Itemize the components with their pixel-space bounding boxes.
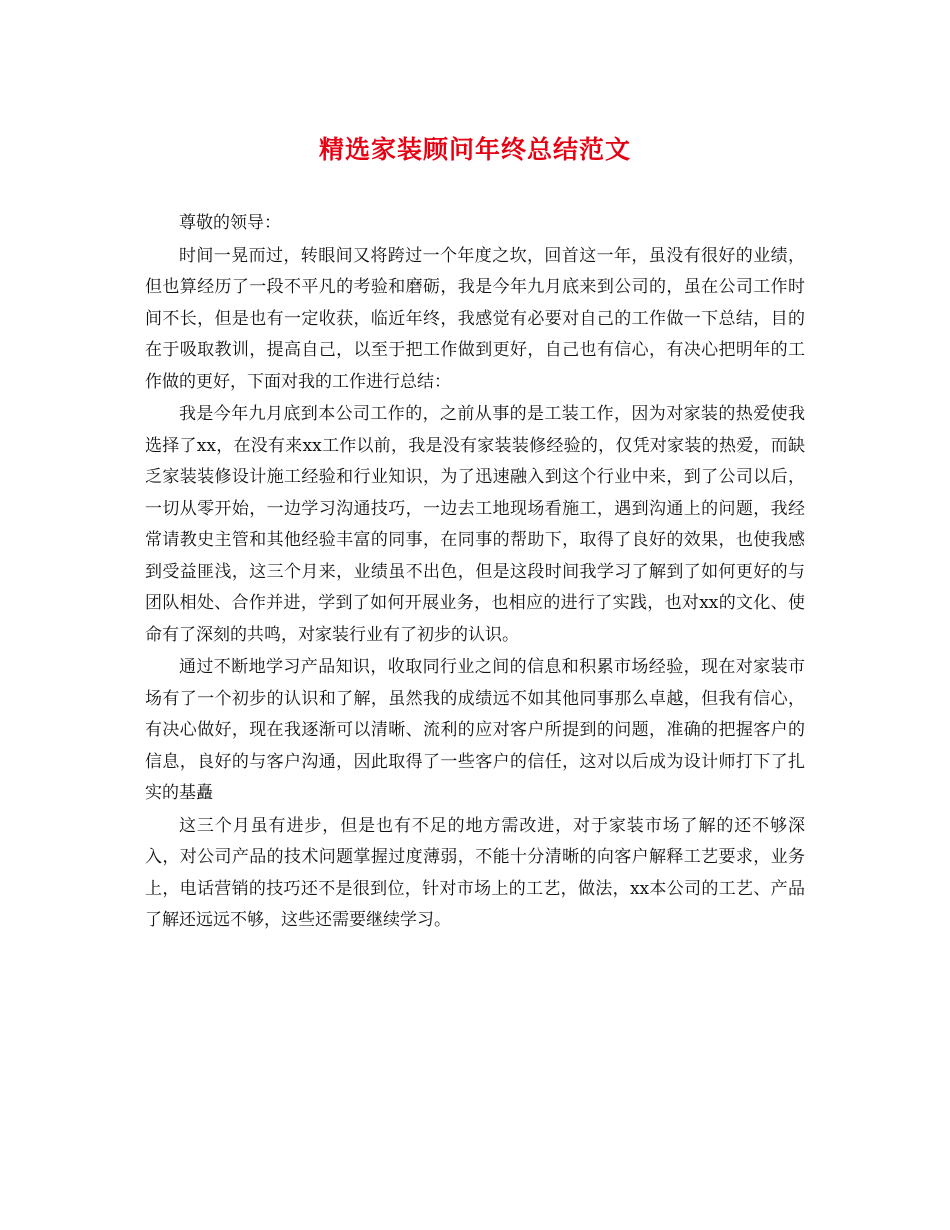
salutation: 尊敬的领导： (179, 213, 281, 233)
paragraph-3: 通过不断地学习产品知识，收取同行业之间的信息和积累市场经验，现在对家装市场有了一个初步的认识和了解，虽然我的成绩远不如其他同事那么卓越，但我有信心，有决心做好，现在我逐渐可以清晰、流利的应对客户所提到的问题，准确的把握客户的信息，良好的与客户沟通，因此取得了一些客户的信任，这对以后成为设计师打下了扎实的基矗 (145, 657, 805, 803)
document-body (145, 208, 805, 938)
document-title: 精选家装顾问年终总结范文 (318, 135, 631, 164)
paragraph-2: 我是今年九月底到本公司工作的，之前从事的是工装工作，因为对家装的热爱使我选择了xx，在没有来xx工作以前，我是没有家装装修经验的，仅凭对家装的热爱，而缺乏家装装修设计施工经验和行业知识，为了迅速融入到这个行业中来，到了公司以后，一切从零开始，一边学习沟通技巧，一边去工地现场看施工，遇到沟通上的问题，我经常请教史主管和其他经验丰富的同事，在同事的帮助下，取得了良好的效果，也使我感到受益匪浅，这三个月来，业绩虽不出色，但是这段时间我学习了解到了如何更好的与团队相处、合作并进，学到了如何开展业务，也相应的进行了实践，也对xx的文化、使命有了深刻的共鸣，对家装行业有了初步的认识。 (145, 404, 805, 645)
paragraph-1: 时间一晃而过，转眼间又将跨过一个年度之坎，回首这一年，虽没有很好的业绩，但也算经历了一段不平凡的考验和磨砺，我是今年九月底来到公司的，虽在公司工作时间不长，但是也有一定收获，临近年终，我感觉有必要对自己的工作做一下总结，目的在于吸取教训，提高自己，以至于把工作做到更好，自己也有信心，有决心把明年的工作做的更好，下面对我的工作进行总结： (145, 245, 805, 392)
paragraph-4: 这三个月虽有进步，但是也有不足的地方需改进，对于家装市场了解的还不够深入，对公司产品的技术问题掌握过度薄弱，不能十分清晰的向客户解释工艺要求，业务上，电话营销的技巧还不是很到位，针对市场上的工艺，做法，xx本公司的工艺、产品了解还远远不够，这些还需要继续学习。 (145, 815, 805, 930)
